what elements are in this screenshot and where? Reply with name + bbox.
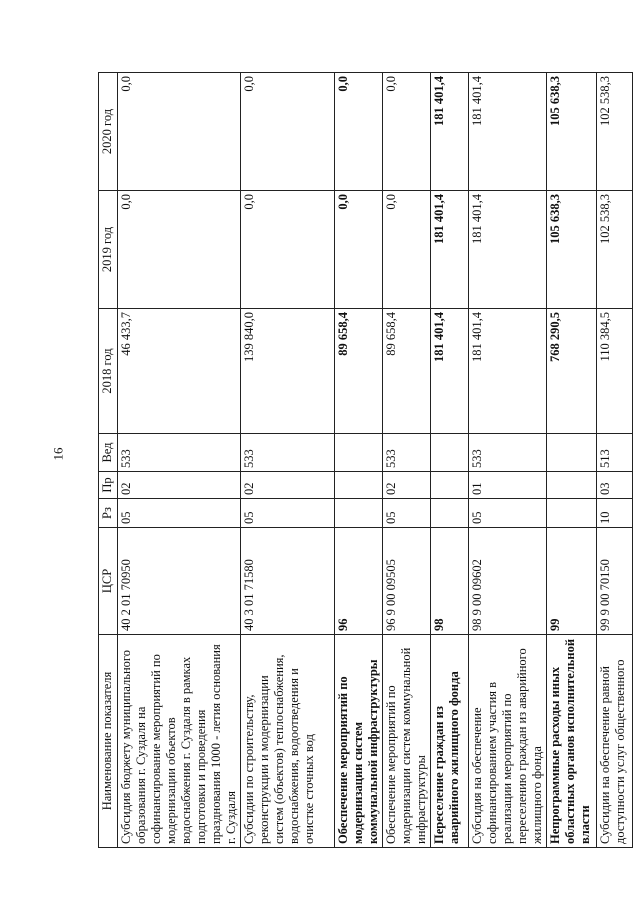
row-2018: 89 658,4 (383, 309, 431, 434)
row-csr: 98 (431, 528, 469, 635)
row-2019: 105 638,3 (547, 191, 597, 309)
row-2019: 0,0 (241, 191, 335, 309)
row-2020: 0,0 (241, 73, 335, 191)
row-csr: 96 9 00 09505 (383, 528, 431, 635)
budget-table (98, 72, 633, 848)
row-2019: 181 401,4 (431, 191, 469, 309)
row-rz: 10 (597, 499, 633, 528)
row-2018: 181 401,4 (431, 309, 469, 434)
row-pr: 02 (241, 472, 335, 499)
row-csr: 40 2 01 70950 (118, 528, 241, 635)
table-row (335, 73, 383, 848)
row-2019: 181 401,4 (469, 191, 547, 309)
row-rz: 05 (383, 499, 431, 528)
table-row (431, 73, 469, 848)
row-2018: 46 433,7 (118, 309, 241, 434)
row-rz (335, 499, 383, 528)
row-rz: 05 (469, 499, 547, 528)
row-2018: 89 658,4 (335, 309, 383, 434)
row-ved: 533 (469, 434, 547, 472)
row-pr (335, 472, 383, 499)
row-csr: 40 3 01 71580 (241, 528, 335, 635)
row-csr: 98 9 00 09602 (469, 528, 547, 635)
header-name: Наименование показателя (99, 635, 118, 848)
row-pr: 02 (383, 472, 431, 499)
row-rz (547, 499, 597, 528)
row-name: Переселение граждан из аварийного жилищного фонда (431, 635, 469, 848)
row-ved: 533 (383, 434, 431, 472)
row-name: Субсидия бюджету муниципального образования г. Суздаля на софинансирование мероприятий по модернизации объектов водоснабжения г. Суздаля в рамках подготовки и проведения празднования 1000 - летия основания г. Суздаля (118, 635, 241, 848)
row-2019: 0,0 (335, 191, 383, 309)
row-2018: 181 401,4 (469, 309, 547, 434)
row-2018: 139 840,0 (241, 309, 335, 434)
row-csr: 99 9 00 70150 (597, 528, 633, 635)
row-ved (547, 434, 597, 472)
table-row (597, 73, 633, 848)
row-name: Субсидии на обеспечение равной доступности услуг общественного (597, 635, 633, 848)
header-ved: Вед (99, 434, 118, 472)
row-2020: 0,0 (118, 73, 241, 191)
table-row (547, 73, 597, 848)
table-header-row (99, 73, 118, 848)
row-2020: 105 638,3 (547, 73, 597, 191)
row-ved (335, 434, 383, 472)
row-rz: 05 (118, 499, 241, 528)
header-2019: 2019 год (99, 191, 118, 309)
row-csr: 99 (547, 528, 597, 635)
row-pr (431, 472, 469, 499)
row-pr: 01 (469, 472, 547, 499)
row-2019: 0,0 (118, 191, 241, 309)
row-rz (431, 499, 469, 528)
row-2019: 0,0 (383, 191, 431, 309)
header-csr: ЦСР (99, 528, 118, 635)
row-ved: 533 (118, 434, 241, 472)
row-2018: 110 384,5 (597, 309, 633, 434)
budget-table-container (98, 73, 628, 848)
row-name: Субсидия на обеспечение софинансированием участия в реализации мероприятий по переселению граждан из аварийного жилищного фонда (469, 635, 547, 848)
row-2020: 181 401,4 (469, 73, 547, 191)
row-ved: 513 (597, 434, 633, 472)
row-pr: 03 (597, 472, 633, 499)
row-name: Непрограммные расходы иных областных органов исполнительной власти (547, 635, 597, 848)
header-pr: Пр (99, 472, 118, 499)
row-2020: 0,0 (335, 73, 383, 191)
header-2018: 2018 год (99, 309, 118, 434)
row-pr: 02 (118, 472, 241, 499)
row-name: Субсидии по строительству, реконструкции и модернизации систем (объектов) теплоснабжения, водоснабжения, водоотведения и очистке сточных вод (241, 635, 335, 848)
header-rz: Рз (99, 499, 118, 528)
table-row (241, 73, 335, 848)
row-2020: 181 401,4 (431, 73, 469, 191)
row-2020: 102 538,3 (597, 73, 633, 191)
row-2020: 0,0 (383, 73, 431, 191)
row-2018: 768 290,5 (547, 309, 597, 434)
row-2019: 102 538,3 (597, 191, 633, 309)
row-name: Обеспечение мероприятий по модернизации систем коммунальной инфраструктуры (383, 635, 431, 848)
table-row (118, 73, 241, 848)
row-name: Обеспечение мероприятий по модернизации систем коммунальной инфраструктуры (335, 635, 383, 848)
row-csr: 96 (335, 528, 383, 635)
header-2020: 2020 год (99, 73, 118, 191)
page-number: 16 (50, 447, 66, 461)
row-ved: 533 (241, 434, 335, 472)
table-row (469, 73, 547, 848)
row-ved (431, 434, 469, 472)
rotated-table (98, 73, 628, 848)
row-pr (547, 472, 597, 499)
row-rz: 05 (241, 499, 335, 528)
table-row (383, 73, 431, 848)
